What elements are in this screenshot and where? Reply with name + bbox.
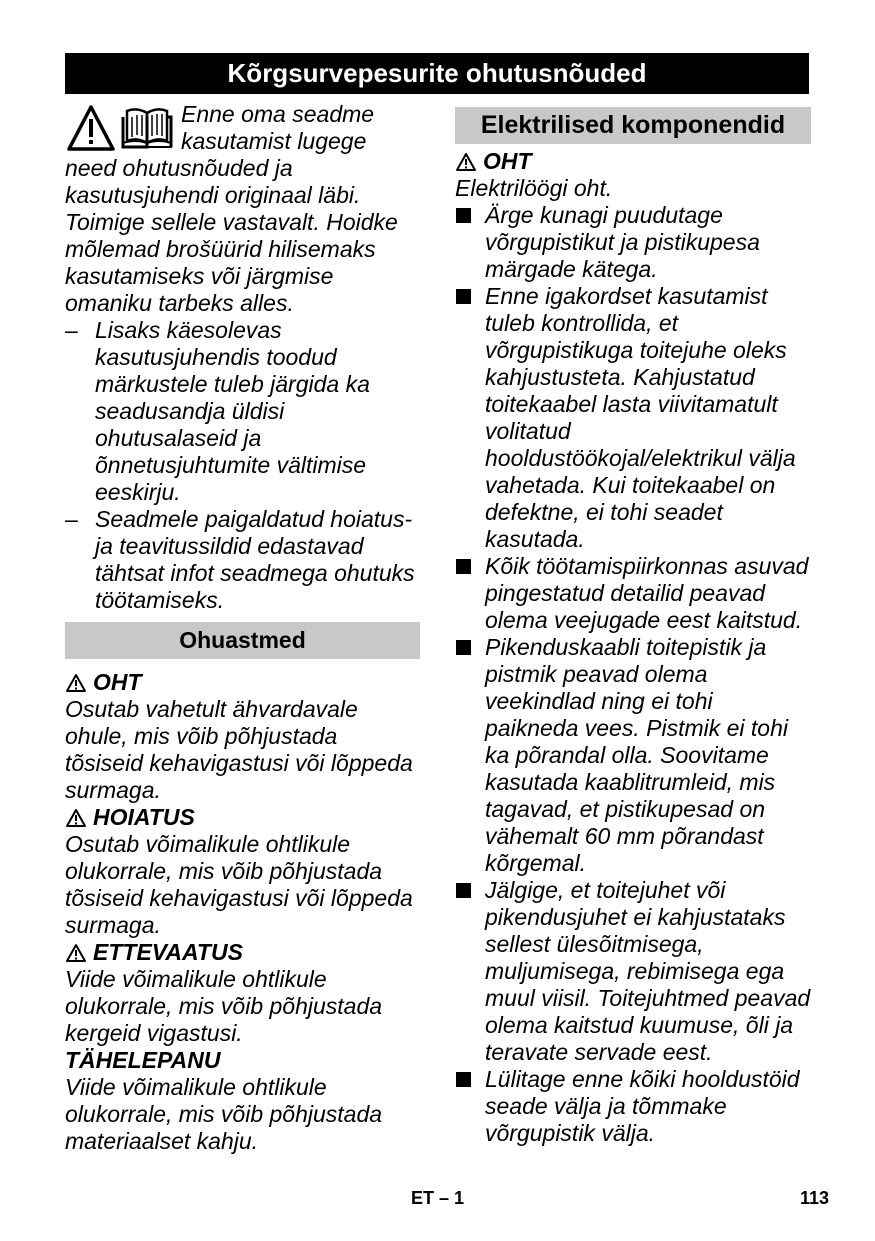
level-text: Viide võimalikule ohtlikule olukorrale, mis võib põhjustada kergeid vigastusi.: [65, 966, 383, 1046]
level-label: TÄHELEPANU: [65, 1047, 221, 1073]
square-bullet-icon: [456, 289, 471, 304]
level-text: Osutab võimalikule ohtlikule olukorrale, mis võib põhjustada tõsiseid kehavigastusi või lõppeda surmaga.: [65, 831, 413, 938]
warning-triangle-icon: [69, 107, 113, 149]
level-text: Osutab vahetult ähvardavale ohule, mis võib põhjustada tõsiseid kehavigastusi või lõppeda surmaga.: [65, 696, 413, 803]
intro-block: [65, 101, 420, 317]
level-label: OHT: [93, 669, 142, 695]
read-manual-icon: [123, 109, 171, 147]
level-heading: [65, 669, 420, 696]
level-heading: [65, 939, 420, 966]
danger-text: Elektrilöögi oht.: [455, 175, 613, 201]
level-label: OHT: [483, 148, 532, 174]
level-label: ETTEVAATUS: [93, 939, 243, 965]
list-item: [455, 553, 811, 634]
level-label: HOIATUS: [93, 804, 195, 830]
dash-marker: –: [65, 317, 78, 343]
footer-section-label: ET – 1: [410, 1188, 465, 1208]
page-title: Kõrgsurvepesurite ohutusnõuded: [65, 53, 809, 94]
list-item-text: Lülitage enne kõiki hooldustöid seade välja ja tõmmake võrgupistik välja.: [485, 1066, 800, 1146]
warning-triangle-icon: [65, 943, 87, 963]
square-bullet-icon: [456, 1072, 471, 1087]
intro-text: Enne oma seadme kasutamist lugege need ohutusnõuded ja kasutusjuhendi originaal läbi. Toimige sellele vastavalt. Hoidke mõlemad brošüürid hilisemaks kasutamiseks või järgmise omaniku tarbeks alles.: [65, 101, 398, 316]
list-item-text: Jälgige, et toitejuhet või pikendusjuhet ei kahjustataks sellest ülesõitmisega, muljumisega, rebimisega ega muul viisil. Toitejuhtmed peavad olema kaitstud kuumuse, õli ja teravate servade eest.: [485, 877, 811, 1065]
list-item-text: Ärge kunagi puudutage võrgupistikut ja pistikupesa märgade kätega.: [485, 202, 760, 282]
list-item-text: Kõik töötamispiirkonnas asuvad pingestatud detailid peavad olema veejugade eest kaitstud.: [485, 553, 809, 633]
page-number: 113: [800, 1188, 830, 1208]
square-bullet-icon: [456, 208, 471, 223]
list-item-text: Pikenduskaabli toitepistik ja pistmik peavad olema veekindlad ning ei tohi paikneda vees. Pistmik ei tohi ka põrandal olla. Soovitame kasutada kaablitrumleid, mis tagavad, et pistikupesad on vähemalt 60 mm põrandast kõrgemal.: [485, 634, 788, 876]
intro-icons: [65, 103, 177, 155]
level-heading: [455, 148, 811, 175]
list-item: [65, 317, 420, 506]
list-item-text: Lisaks käesolevas kasutusjuhendis toodud märkustele tuleb järgida ka seadusandja üldisi ohutusalaseid ja õnnetusjuhtumite vältimise eeskirju.: [95, 317, 370, 505]
section-heading-elektrilised: Elektrilised komponendid: [455, 107, 811, 144]
level-heading: [65, 804, 420, 831]
left-column: [65, 101, 420, 1155]
square-bullet-icon: [456, 883, 471, 898]
level-text: Viide võimalikule ohtlikule olukorrale, mis võib põhjustada materiaalset kahju.: [65, 1074, 383, 1154]
list-item: [455, 877, 811, 1066]
warning-triangle-icon: [65, 673, 87, 693]
square-bullet-icon: [456, 640, 471, 655]
dash-marker: –: [65, 506, 78, 532]
list-item: [455, 202, 811, 283]
list-item: [455, 1066, 811, 1147]
list-item-text: Enne igakordset kasutamist tuleb kontrollida, et võrgupistikuga toitejuhe oleks kahjustusteta. Kahjustatud toitekaabel lasta viivitamatult volitatud hooldustöökojal/elektrikul välja vahetada. Kui toitekaabel on defektne, ei tohi seadet kasutada.: [485, 283, 796, 552]
square-bullet-icon: [456, 559, 471, 574]
section-heading-ohuastmed: Ohuastmed: [65, 622, 420, 659]
level-heading: [65, 1047, 420, 1074]
list-item: [65, 506, 420, 614]
right-column: [455, 101, 811, 1147]
warning-triangle-icon: [455, 152, 477, 172]
list-item: [455, 634, 811, 877]
list-item: [455, 283, 811, 553]
list-item-text: Seadmele paigaldatud hoiatus- ja teavitussildid edastavad tähtsat infot seadmega ohutuks töötamiseks.: [95, 506, 415, 613]
warning-triangle-icon: [65, 808, 87, 828]
